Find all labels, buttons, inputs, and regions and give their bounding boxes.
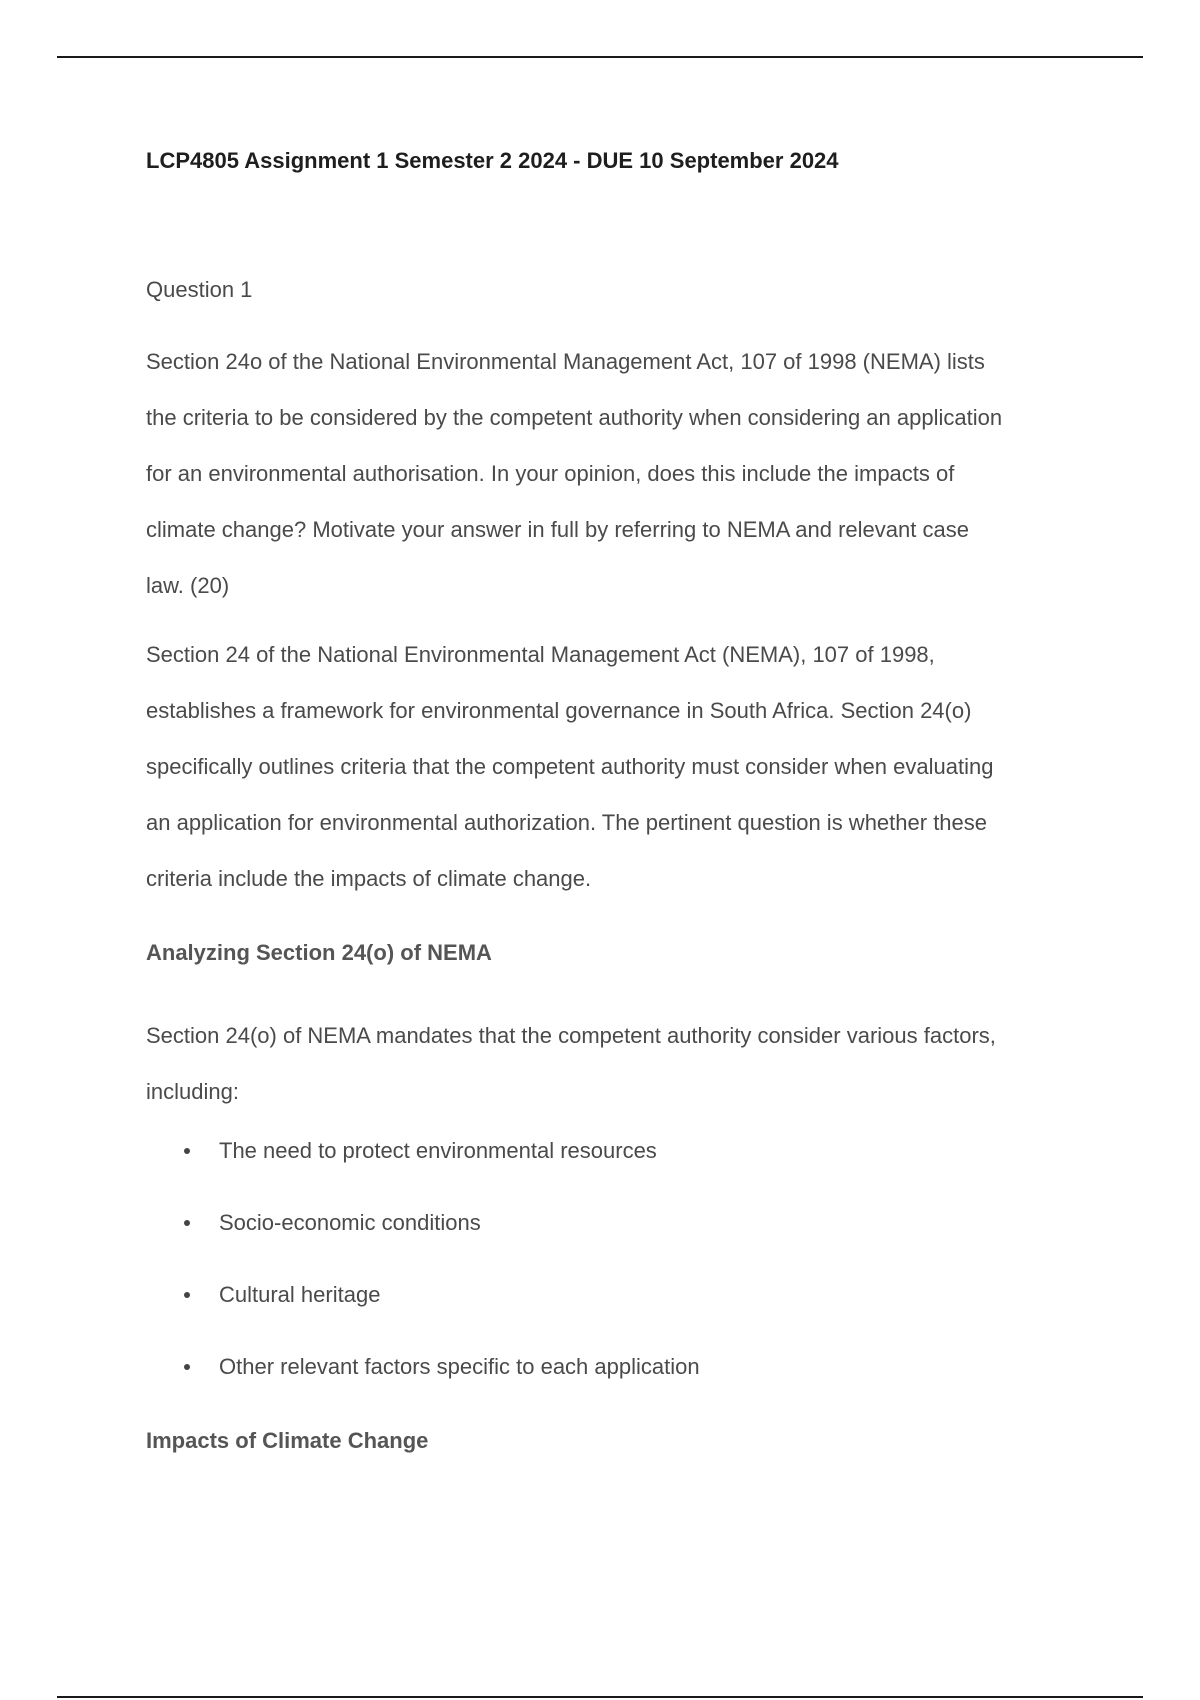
top-rule xyxy=(57,56,1143,58)
question-text xyxy=(146,334,1096,614)
bullet-icon xyxy=(184,1148,190,1154)
answer-line: specifically outlines criteria that the competent authority must consider when evaluating xyxy=(146,754,994,779)
bullet-icon xyxy=(184,1220,190,1226)
answer-line: Section 24 of the National Environmental Management Act (NEMA), 107 of 1998, xyxy=(146,642,935,667)
question-line: climate change? Motivate your answer in full by referring to NEMA and relevant case xyxy=(146,517,969,542)
list-item-text: Other relevant factors specific to each application xyxy=(219,1354,700,1379)
question-line: for an environmental authorisation. In your opinion, does this include the impacts of xyxy=(146,461,955,486)
bullet-icon xyxy=(184,1364,190,1370)
intro-line: including: xyxy=(146,1079,239,1104)
list-item-text: Socio-economic conditions xyxy=(219,1210,481,1235)
answer-line: establishes a framework for environmental governance in South Africa. Section 24(o) xyxy=(146,698,972,723)
question-label: Question 1 xyxy=(146,277,253,302)
intro-paragraph xyxy=(146,1008,1096,1120)
answer-paragraph xyxy=(146,627,1096,907)
bottom-rule xyxy=(57,1696,1143,1698)
intro-line: Section 24(o) of NEMA mandates that the competent authority consider various factors, xyxy=(146,1023,996,1048)
list-item-text: Cultural heritage xyxy=(219,1282,381,1307)
answer-line: criteria include the impacts of climate change. xyxy=(146,866,592,891)
question-line: the criteria to be considered by the competent authority when considering an application xyxy=(146,405,1003,430)
list-item-text: The need to protect environmental resources xyxy=(219,1138,657,1163)
bullet-icon xyxy=(184,1292,190,1298)
question-line: Section 24o of the National Environmental Management Act, 107 of 1998 (NEMA) lists xyxy=(146,349,985,374)
section-heading-impacts: Impacts of Climate Change xyxy=(146,1428,429,1453)
answer-line: an application for environmental authorization. The pertinent question is whether these xyxy=(146,810,988,835)
section-heading-analyzing: Analyzing Section 24(o) of NEMA xyxy=(146,940,492,965)
question-line: law. (20) xyxy=(146,573,230,598)
document-title: LCP4805 Assignment 1 Semester 2 2024 - DUE 10 September 2024 xyxy=(146,148,839,173)
